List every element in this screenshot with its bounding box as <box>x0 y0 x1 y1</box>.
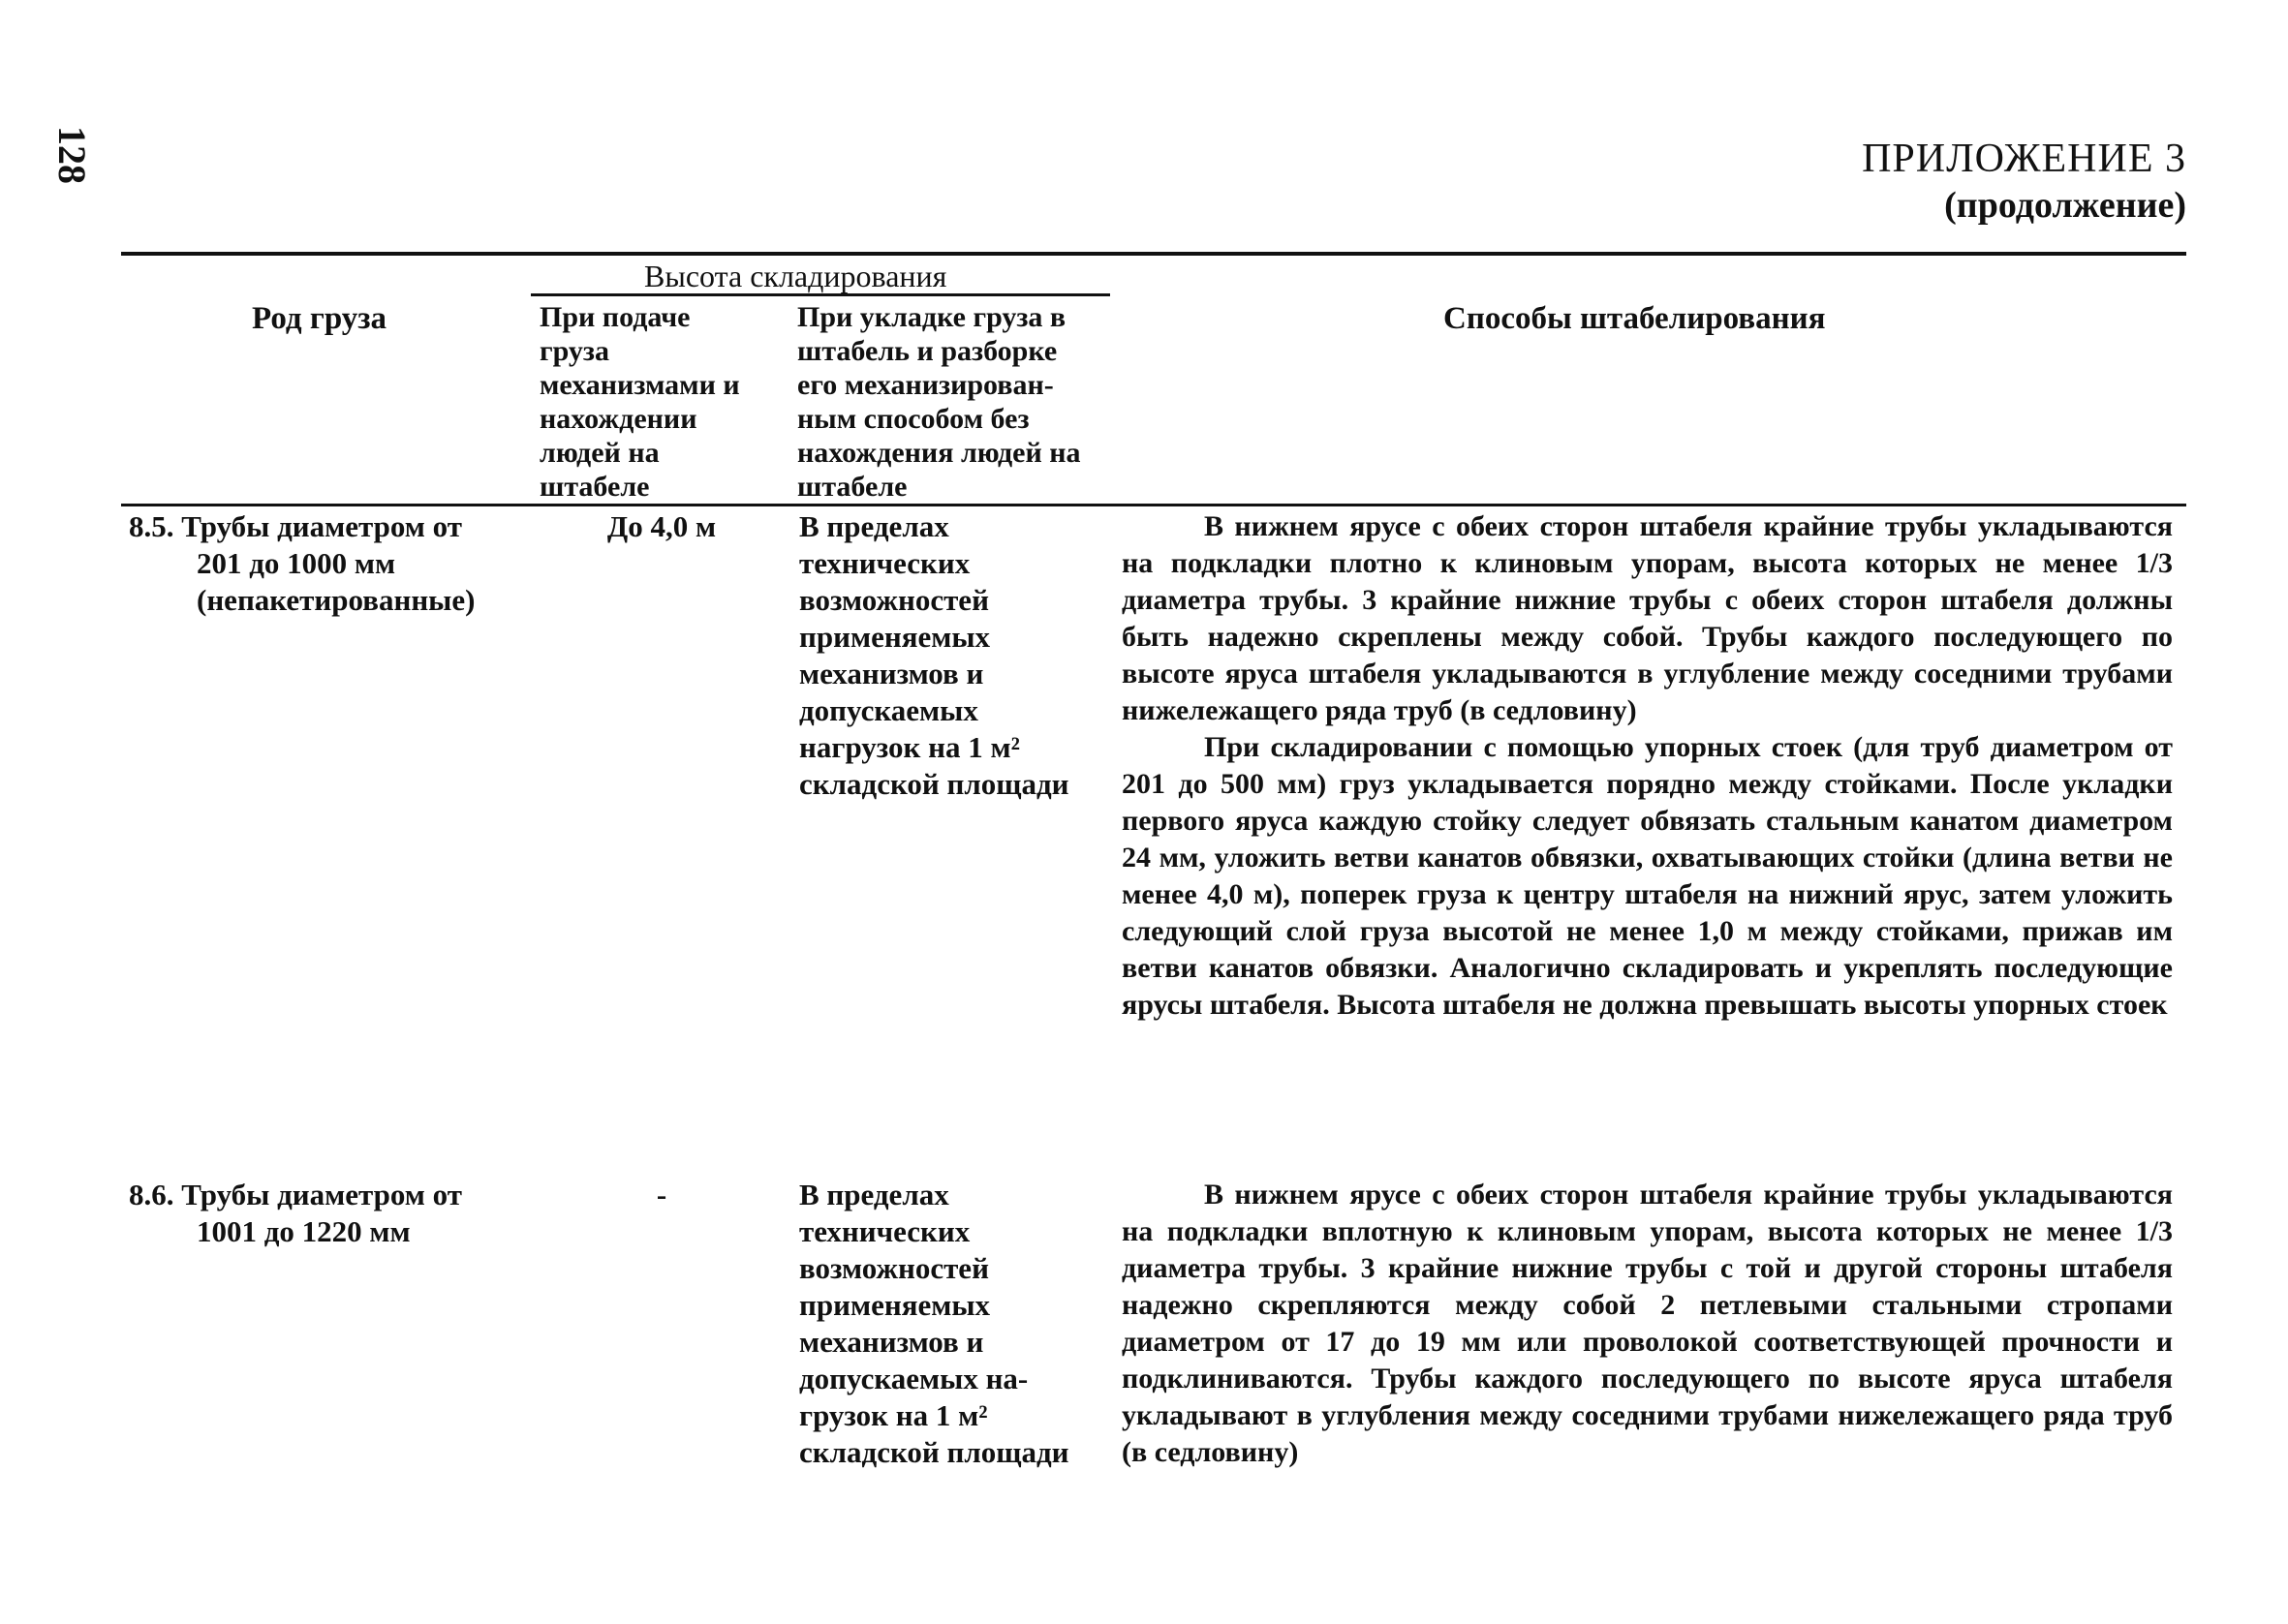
appendix-subtitle: (продолжение) <box>1944 185 2186 226</box>
row-8-5-stacking-method <box>1122 508 2173 1024</box>
header-height-without-people: При укладке груза в штабель и разборке его механизирован-ным способом без нахождения людей на штабеле <box>797 301 1081 503</box>
header-stacking-methods: Способы штабелирования <box>1443 301 1826 336</box>
row-8-5-method-paragraph-1: В нижнем ярусе с обеих сторон штабеля крайние трубы укладываются на подкладки плотно к клиновым упорам, высота которых не менее 1/3 диаметра трубы. 3 крайние нижние трубы с обеих сторон штабеля должны быть надежно скреплены между собой. Трубы каждого последующего по высоте яруса штабеля укладываются в углубление между соседними трубами нижележащего ряда труб (в седловину) <box>1122 510 2173 726</box>
row-8-5-height-without-people: В пределах технических возможностей применяемых механизмов и допускаемых нагрузок на 1 м² складской площади <box>799 509 1069 801</box>
header-cargo-type: Род груза <box>252 301 386 336</box>
row-8-5-cargo-line1: 8.5. Трубы диаметром от <box>129 509 462 543</box>
table-header-rule <box>121 504 2186 506</box>
row-8-5-height-with-people: До 4,0 м <box>606 509 717 543</box>
table-top-rule <box>121 252 2186 256</box>
row-8-5-cargo <box>129 508 536 619</box>
row-8-6-height-without-people: В пределах технических возможностей применяемых механизмов и допускаемых на-грузок на 1 м² складской площади <box>799 1178 1069 1469</box>
row-8-6-cargo-line1: 8.6. Трубы диаметром от <box>129 1178 462 1211</box>
row-8-5-cargo-line2: 201 до 1000 мм (непакетированные) <box>197 546 476 617</box>
row-8-6-height-with-people: - <box>656 1178 667 1211</box>
row-8-5-method-paragraph-2: При складировании с помощью упорных стоек (для труб диаметром от 201 до 500 мм) груз укладывается порядно между стойками. После укладки первого яруса каждую стойку следует обвязать стальным канатом диаметром 24 мм, уложить ветви канатов обвязки, охватывающих стойки (длина ветви не менее 4,0 м), поперек груза к центру штабеля на нижний ярус, затем уложить следующий слой груза высотой не менее 1,0 м между стойками, прижав им ветви канатов обвязки. Аналогично складировать и укреплять последующие ярусы штабеля. Высота штабеля не должна превышать высоты упорных стоек <box>1122 731 2173 1021</box>
row-8-6-cargo-line2: 1001 до 1220 мм <box>197 1214 411 1248</box>
appendix-heading <box>1862 134 2186 227</box>
appendix-title: ПРИЛОЖЕНИЕ 3 <box>1862 137 2186 181</box>
row-8-6-stacking-method <box>1122 1177 2173 1471</box>
row-8-6-cargo <box>129 1177 536 1250</box>
row-8-6-method-paragraph-1: В нижнем ярусе с обеих сторон штабеля крайние трубы укладываются на подкладки вплотную к клиновым упорам, высота которых не менее 1/3 диаметра трубы. 3 крайние нижние трубы с той и другой стороны штабеля надежно скрепляются между собой 2 петлевыми стальными стропами диаметром от 17 до 19 мм или проволокой соответствующей прочности и подклиниваются. Трубы каждого последующего по высоте яруса штабеля укладывают в углубления между соседними трубами нижележащего ряда труб (в седловину) <box>1122 1179 2173 1468</box>
page-number: 128 <box>50 126 94 184</box>
header-storage-height: Высота складирования <box>644 259 947 293</box>
header-height-with-people: При подаче груза механизмами и нахождении людей на штабеле <box>540 301 740 503</box>
